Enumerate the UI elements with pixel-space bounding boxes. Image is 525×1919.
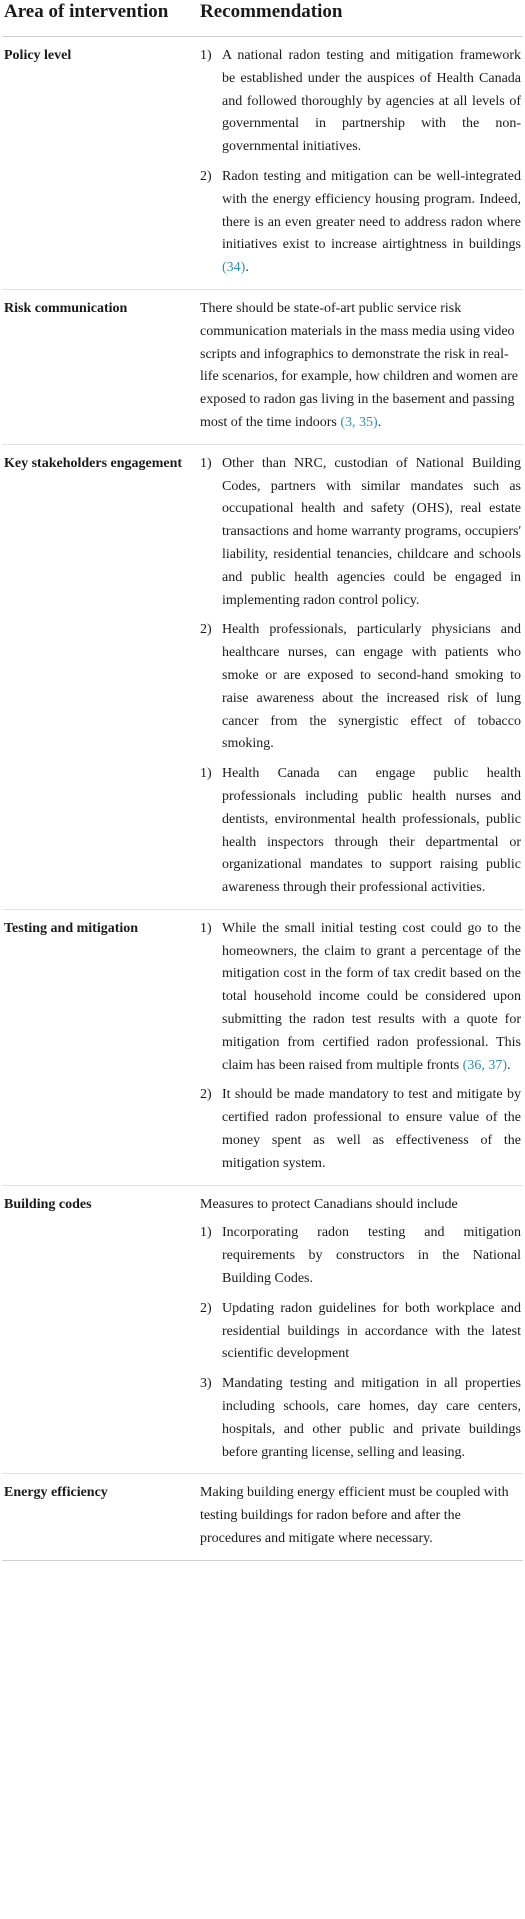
recommendation-cell [200, 289, 523, 444]
table-row [2, 1474, 523, 1560]
recommendation-item [200, 619, 521, 756]
recommendation-item [200, 1373, 521, 1464]
table-row [2, 444, 523, 909]
recommendation-item [200, 45, 521, 159]
recommendation-cell [200, 1474, 523, 1560]
recommendation-item [200, 453, 521, 613]
sentence-end: . [245, 260, 249, 276]
item-number: 1) [200, 48, 212, 63]
recommendation-item [200, 1222, 521, 1290]
recommendation-cell [200, 37, 523, 290]
sentence-end: . [377, 414, 382, 430]
item-number: 1) [200, 1225, 212, 1241]
sentence-end: . [506, 1057, 511, 1073]
recommendation-text: Mandating testing and mitigation in all properties including schools, care homes, day care centers, hospitals, and other public and private buildings before granting license, selling and leasing. [222, 1376, 521, 1460]
table-row [2, 37, 523, 290]
citation-link[interactable]: (3, 35) [340, 414, 378, 430]
table-header-row [2, 0, 523, 37]
area-cell: Policy level [2, 37, 200, 290]
table-row [2, 1185, 523, 1474]
recommendation-item [200, 166, 521, 280]
item-number: 1) [200, 920, 212, 936]
table-row [2, 909, 523, 1185]
recommendation-text: Making building energy efficient must be coupled with testing buildings for radon before and after the procedures and mitigate where necessary. [200, 1485, 509, 1547]
recommendations-table [2, 0, 523, 1561]
item-number: 1) [200, 766, 212, 782]
table-body [2, 37, 523, 1561]
header-recommendation: Recommendation [200, 0, 523, 37]
table-row [2, 289, 523, 444]
header-area: Area of intervention [2, 0, 200, 37]
area-cell: Risk communication [2, 289, 200, 444]
recommendation-item [200, 918, 521, 1078]
recommendation-cell [200, 1185, 523, 1474]
recommendation-cell [200, 444, 523, 909]
recommendation-paragraph [200, 1482, 521, 1550]
recommendation-text: Health Canada can engage public health professionals including public health nurses and dentists, environmental health professionals, public health inspectors through their departmental or organizational mandates to support raising public awareness through their professional activities. [222, 766, 521, 896]
area-cell: Energy efficiency [2, 1474, 200, 1560]
recommendation-cell [200, 909, 523, 1185]
item-number: 2) [200, 168, 212, 184]
recommendation-item [200, 1084, 521, 1175]
recommendation-text: Updating radon guidelines for both workplace and residential buildings in accordance with the latest scientific development [222, 1300, 521, 1362]
item-number: 2) [200, 1300, 212, 1316]
item-number: 2) [200, 1087, 212, 1103]
citation-link[interactable]: (36, 37) [462, 1057, 507, 1073]
item-number: 2) [200, 622, 212, 638]
recommendation-text: Radon testing and mitigation can be well-integrated with the energy efficiency housing program. Indeed, there is an even greater need to address radon where initiatives exist to increase airtightness in buildings [222, 168, 521, 253]
recommendation-paragraph [200, 298, 521, 435]
area-cell: Key stakeholders engagement [2, 444, 200, 909]
citation-link[interactable]: (34) [222, 260, 246, 276]
recommendation-text: Health professionals, particularly physicians and healthcare nurses, can engage with patients who smoke or are exposed to second-hand smoking to raise awareness about the increased risk of lung cancer from the synergistic effect of tobacco smoking. [222, 622, 521, 752]
recommendation-text: While the small initial testing cost could go to the homeowners, the claim to grant a percentage of the mitigation cost in the form of tax credit based on the total household income could be considered upon submitting the radon test results with a quote for mitigation from certified radon professional. This claim has been raised from multiple fronts [222, 920, 521, 1073]
recommendation-item [200, 1298, 521, 1366]
recommendation-intro: Measures to protect Canadians should include [200, 1196, 458, 1212]
recommendation-text: A national radon testing and mitigation framework be established under the auspices of Health Canada and followed thoroughly by agencies at all levels of governmental in partnership with the non-governmental initiatives. [222, 48, 521, 155]
recommendation-text: There should be state-of-art public service risk communication materials in the mass media using video scripts and infographics to demonstrate the risk in real-life scenarios, for example, how children and women are exposed to radon gas living in the basement and passing most of the time indoors [200, 300, 518, 430]
recommendation-text: Other than NRC, custodian of National Building Codes, partners with similar mandates such as occupational health and safety (OHS), real estate transactions and home warranty programs, occupiers' liability, residential tenancies, childcare and schools and public health agencies could be engaged in implementing radon control policy. [222, 455, 521, 608]
area-cell: Testing and mitigation [2, 909, 200, 1185]
recommendation-item [200, 763, 521, 900]
item-number: 1) [200, 455, 212, 471]
item-number: 3) [200, 1376, 212, 1392]
recommendation-text: Incorporating radon testing and mitigation requirements by constructors in the National Building Codes. [222, 1225, 521, 1287]
recommendation-text: It should be made mandatory to test and mitigate by certified radon professional to ensure value of the money spent as well as effectiveness of the mitigation system. [222, 1087, 521, 1171]
area-cell: Building codes [2, 1185, 200, 1474]
